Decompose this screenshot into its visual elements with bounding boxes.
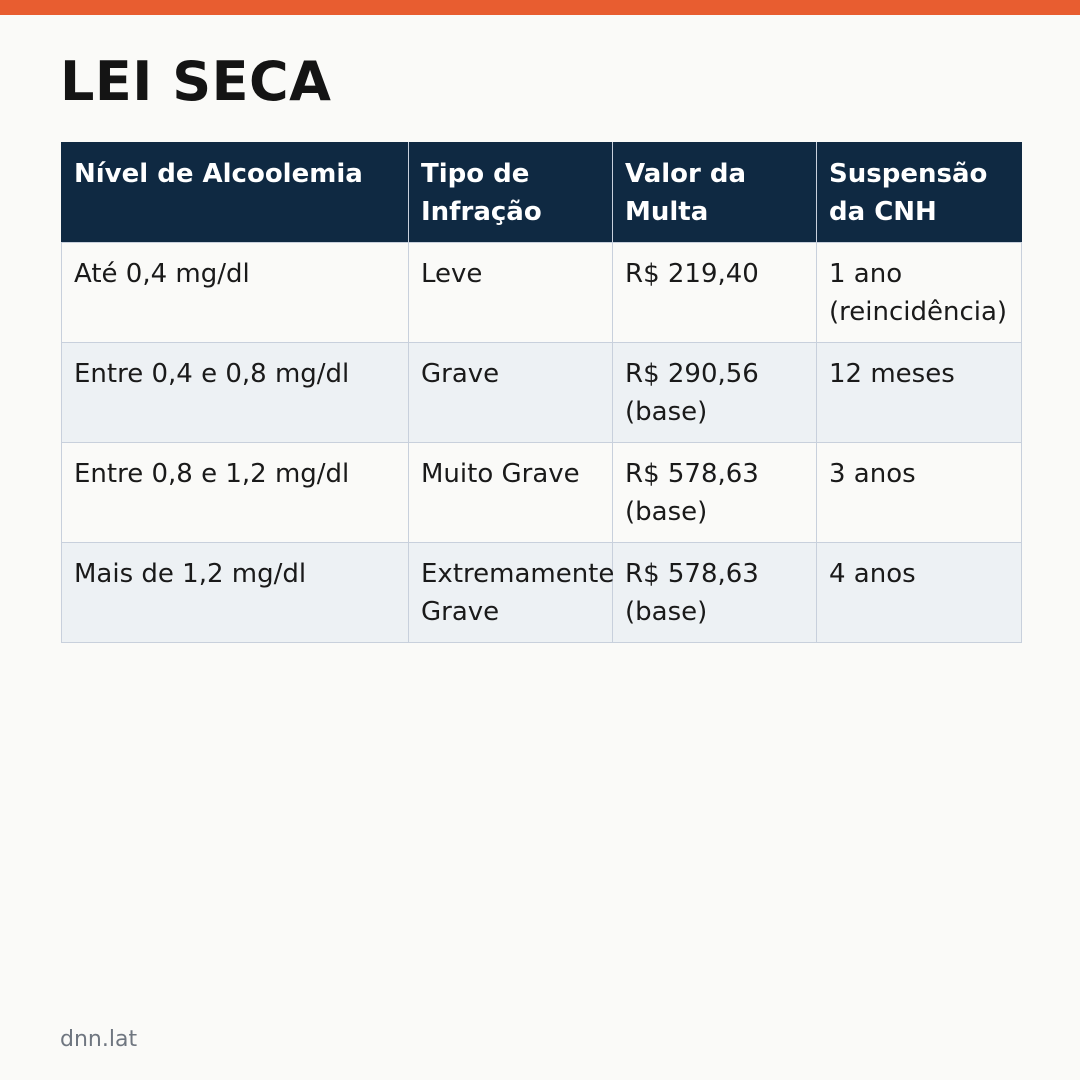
footer-brand: dnn.lat	[60, 1027, 138, 1052]
top-accent-bar	[0, 0, 1080, 15]
header-license-suspension: Suspensão da CNH	[817, 143, 1022, 243]
cell-fine-value: R$ 290,56 (base)	[613, 343, 817, 443]
table-header-row	[62, 143, 1022, 243]
cell-license-suspension: 1 ano (reincidência)	[817, 243, 1022, 343]
cell-alcohol-level: Entre 0,8 e 1,2 mg/dl	[62, 443, 409, 543]
page-title: LEI SECA	[60, 50, 332, 113]
cell-license-suspension: 12 meses	[817, 343, 1022, 443]
cell-infraction-type: Leve	[409, 243, 613, 343]
cell-alcohol-level: Entre 0,4 e 0,8 mg/dl	[62, 343, 409, 443]
header-alcohol-level: Nível de Alcoolemia	[62, 143, 409, 243]
cell-license-suspension: 3 anos	[817, 443, 1022, 543]
cell-infraction-type: Muito Grave	[409, 443, 613, 543]
cell-fine-value: R$ 578,63 (base)	[613, 443, 817, 543]
cell-license-suspension: 4 anos	[817, 543, 1022, 643]
table-row	[62, 543, 1022, 643]
cell-alcohol-level: Mais de 1,2 mg/dl	[62, 543, 409, 643]
cell-fine-value: R$ 219,40	[613, 243, 817, 343]
table-row	[62, 243, 1022, 343]
header-fine-value: Valor da Multa	[613, 143, 817, 243]
table-row	[62, 443, 1022, 543]
cell-alcohol-level: Até 0,4 mg/dl	[62, 243, 409, 343]
cell-infraction-type: Extremamente Grave	[409, 543, 613, 643]
cell-fine-value: R$ 578,63 (base)	[613, 543, 817, 643]
fines-table	[61, 142, 1022, 643]
cell-infraction-type: Grave	[409, 343, 613, 443]
table-row	[62, 343, 1022, 443]
header-infraction-type: Tipo de Infração	[409, 143, 613, 243]
